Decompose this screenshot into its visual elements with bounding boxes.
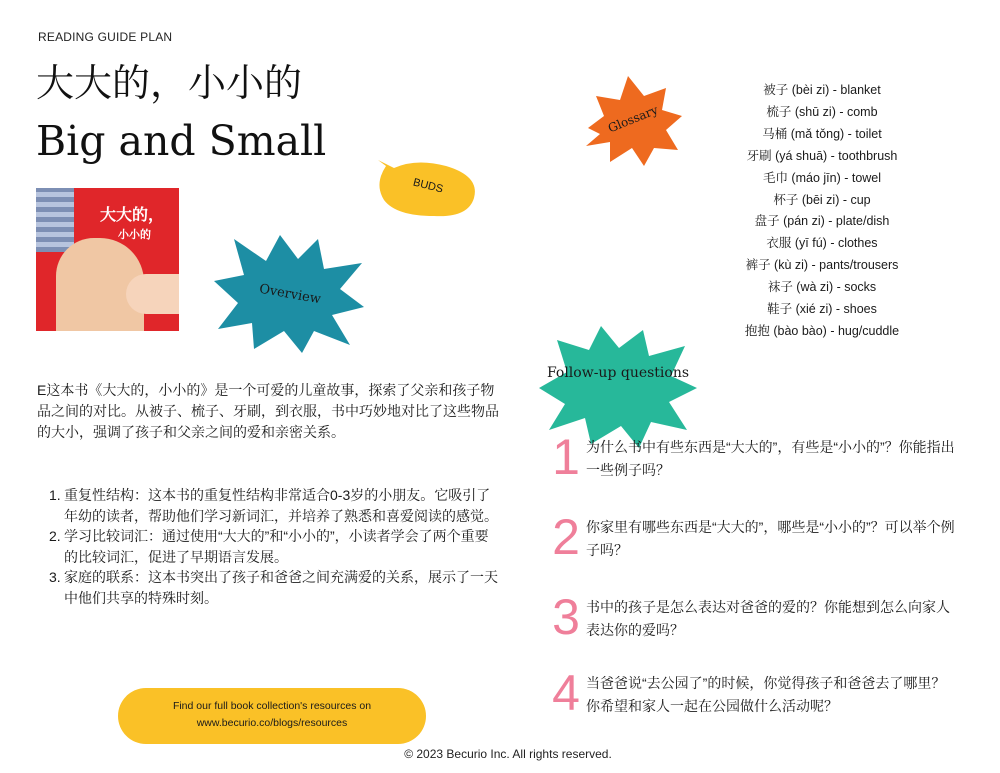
overview-paragraph: E这本书《大大的，小小的》是一个可爱的儿童故事，探索了父亲和孩子物品之间的对比。从被子、梳子、牙刷，到衣服，书中巧妙地对比了这些物品的大小，强调了孩子和父亲之间的爱和亲密关系。 <box>37 382 499 440</box>
key-point-number: 2. <box>49 528 61 544</box>
glossary-burst <box>582 76 684 166</box>
key-point-number: 3. <box>49 569 61 585</box>
cover-child-hand-illustration <box>126 274 179 314</box>
followup-label: Follow-up questions <box>546 365 690 381</box>
page-title-chinese: 大大的，小小的 <box>36 61 303 105</box>
glossary-item: 袜子 (wà zi) - socks <box>767 280 877 295</box>
cover-subtitle: 小小的 <box>118 229 151 241</box>
page-title-english: Big and Small <box>36 117 327 165</box>
key-points-list <box>49 485 499 608</box>
copyright-footer: © 2023 Becurio Inc. All rights reserved. <box>404 747 612 761</box>
question-number: 3 <box>552 589 580 645</box>
question-number: 4 <box>552 665 580 721</box>
glossary-item: 鞋子 (xié zi) - shoes <box>767 302 877 317</box>
glossary-item: 毛巾 (máo jīn) - towel <box>762 170 882 185</box>
key-point-text: 学习比较词汇：通过使用“大大的”和“小小的”，小读者学会了两个重要的比较词汇，促进了早期语言发展。 <box>64 528 489 565</box>
question-number: 2 <box>552 509 580 565</box>
buds-speech-bubble <box>376 160 480 220</box>
glossary-item: 被子 (bèi zi) - blanket <box>763 83 881 97</box>
key-point-number: 1. <box>49 487 61 503</box>
glossary-item: 裤子 (kù zi) - pants/trousers <box>745 258 899 273</box>
glossary-list <box>700 80 944 343</box>
resources-url[interactable]: www.becurio.co/blogs/resources <box>196 717 348 729</box>
question-text: 书中的孩子是怎么表达对爸爸的爱的？你能想到怎么向家人表达你的爱吗？ <box>586 599 950 638</box>
question-text: 你家里有哪些东西是“大大的”，哪些是“小小的”？可以举个例子吗？ <box>586 519 955 558</box>
key-point-text: 重复性结构：这本书的重复性结构非常适合0-3岁的小朋友。它吸引了年幼的读者，帮助他们学习新词汇，并培养了熟悉和喜爱阅读的感觉。 <box>64 487 498 524</box>
question-text: 当爸爸说“去公园了”的时候，你觉得孩子和爸爸去了哪里？你希望和家人一起在公园做什么活动呢？ <box>586 675 946 714</box>
question-number: 1 <box>552 429 580 485</box>
overview-burst <box>214 233 366 355</box>
glossary-item: 盘子 (pán zi) - plate/dish <box>754 214 890 229</box>
key-point-item <box>49 485 499 526</box>
glossary-item: 梳子 (shū zi) - comb <box>766 104 878 119</box>
glossary-item: 牙刷 (yá shuā) - toothbrush <box>746 148 898 163</box>
glossary-item: 马桶 (mǎ tǒng) - toilet <box>762 126 882 141</box>
key-point-text: 家庭的联系：这本书突出了孩子和爸爸之间充满爱的关系，展示了一天中他们共享的特殊时刻。 <box>64 569 498 606</box>
glossary-item: 衣服 (yī fú) - clothes <box>766 236 878 251</box>
question-text: 为什么书中有些东西是“大大的”，有些是“小小的”？你能指出一些例子吗？ <box>586 439 955 478</box>
glossary-item: 杯子 (bēi zi) - cup <box>773 192 871 207</box>
cover-sleeve-illustration <box>36 188 74 252</box>
cover-title: 大大的， <box>100 207 165 224</box>
key-point-item <box>49 526 499 567</box>
resources-link-pill[interactable] <box>118 688 426 744</box>
glossary-label: Glossary <box>605 102 661 136</box>
key-point-item <box>49 567 499 608</box>
resources-line-1: Find our full book collection's resources on <box>172 700 372 712</box>
overview-label: Overview <box>258 281 322 308</box>
glossary-item: 抱抱 (bào bào) - hug/cuddle <box>744 323 900 338</box>
book-cover-image <box>36 188 179 331</box>
buds-label: BUDS <box>411 176 445 196</box>
reading-guide-kicker: READING GUIDE PLAN <box>38 30 173 44</box>
